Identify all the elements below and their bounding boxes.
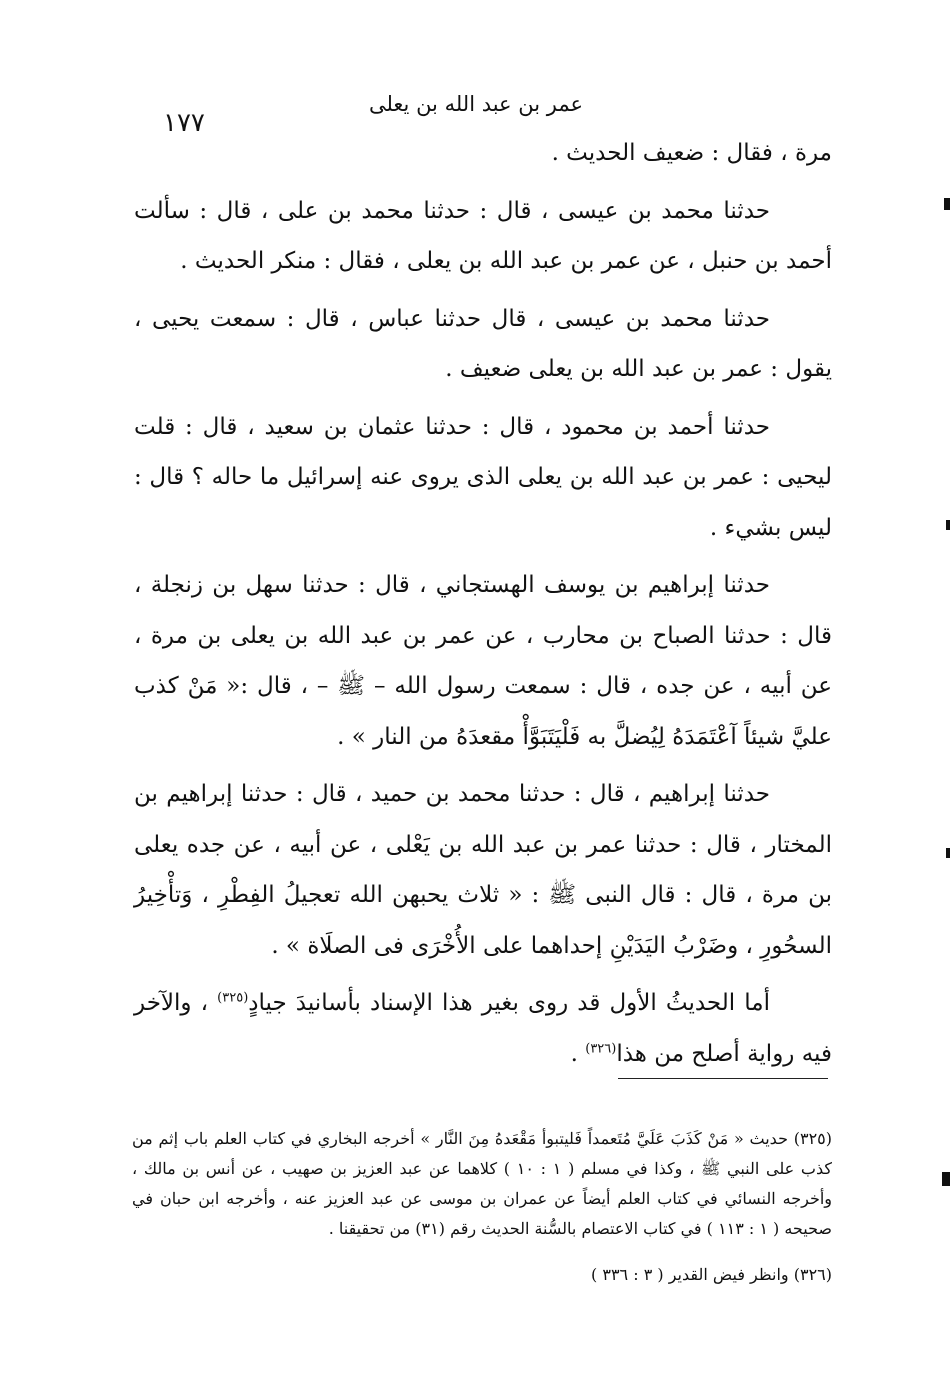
running-header-title: عمر بن عبد الله بن يعلى [368, 92, 584, 116]
scan-edge-mark [946, 848, 950, 858]
footnotes [132, 1124, 832, 1300]
footnote: (٣٢٦) وانظر فيض القدير ( ٣ : ٣٣٦ ) [591, 1265, 832, 1284]
page-number: ١٧٧ [163, 108, 205, 138]
paragraph-text: . [570, 1040, 586, 1067]
paragraph: حدثنا إبراهيم بن يوسف الهستجاني ، قال : حدثنا سهل بن زنجلة ، قال : حدثنا الصباح بن محارب ، عن عمر بن عبد الله بن يعلى بن مرة ، عن أبيه ، عن جده ، قال : سمعت رسول الله – ﷺ – ، قال :« مَنْ كذب عليَّ شيئاً آعْتَمَدَهُ لِيُضلَّ به فَلْيَتَبَوَّأْ مقعدَهُ من النار » . [134, 572, 832, 750]
scan-edge-mark [944, 198, 950, 210]
paragraph: حدثنا أحمد بن محمود ، قال : حدثنا عثمان بن سعيد ، قال : قلت ليحيى : عمر بن عبد الله بن يعلى الذى يروى عنه إسرائيل ما حاله ؟ قال : ليس بشيء . [134, 413, 832, 541]
footnote: (٣٢٥) حديث « مَنْ كَذَبَ عَلَيَّ مُتَعمداً فَليتبوأ مَقْعَدهُ مِنَ النَّار » أخرجه البخاري في كتاب العلم باب إثم من كذب على النبي ﷺ ، وكذا في مسلم ( ١ : ١٠ ) كلاهما عن عبد العزيز بن صهيب ، عن أنس بن مالك ، وأخرجه النسائي في كتاب العلم أيضاً عن عمران بن موسى عن عبد العزيز عنه ، وأخرجه ابن حبان في صحيحه ( ١ : ١١٣ ) في كتاب الاعتصام بالسُّنة الحديث رقم (٣١) من تحقيقنا . [132, 1129, 833, 1238]
paragraph-continuation: مرة ، فقال : ضعيف الحديث . [551, 140, 832, 166]
paragraph: حدثنا محمد بن عيسى ، قال : حدثنا محمد بن على ، قال : سألت أحمد بن حنبل ، عن عمر بن عبد الله بن يعلى ، فقال : منكر الحديث . [134, 197, 832, 274]
paragraph-with-notes [134, 978, 832, 1079]
paragraph: حدثنا إبراهيم ، قال : حدثنا محمد بن حميد ، قال : حدثنا إبراهيم بن المختار ، قال : حدثنا عمر بن عبد الله بن يَعْلى ، عن أبيه ، عن جده يعلى بن مرة ، قال : قال النبى ﷺ : « ثلاث يحبهن الله تعجيلُ الفِطْرِ ، وَتأْخِيرُ السحُورِ ، وضَرْبُ اليَدَيْنِ إحداهما على الأُخْرَى فى الصلَاة » . [134, 781, 832, 959]
main-text [134, 128, 832, 1086]
footnote-ref: (٣٢٥) [217, 990, 249, 1006]
footnote-divider [618, 1078, 828, 1079]
paragraph-text: ، والآخر فيه رواية أصلح من هذا [134, 990, 832, 1067]
paragraph: حدثنا محمد بن عيسى ، قال حدثنا عباس ، قال : سمعت يحيى ، يقول : عمر بن عبد الله بن يعلى ضعيف . [134, 305, 832, 382]
paragraph-text: أما الحديثُ الأول قد روى بغير هذا الإسناد بأسانيدَ جيادٍ [248, 990, 770, 1016]
footnote-ref: (٣٢٦) [585, 1040, 617, 1056]
scan-edge-mark [942, 1172, 950, 1186]
scan-edge-mark [946, 520, 950, 530]
